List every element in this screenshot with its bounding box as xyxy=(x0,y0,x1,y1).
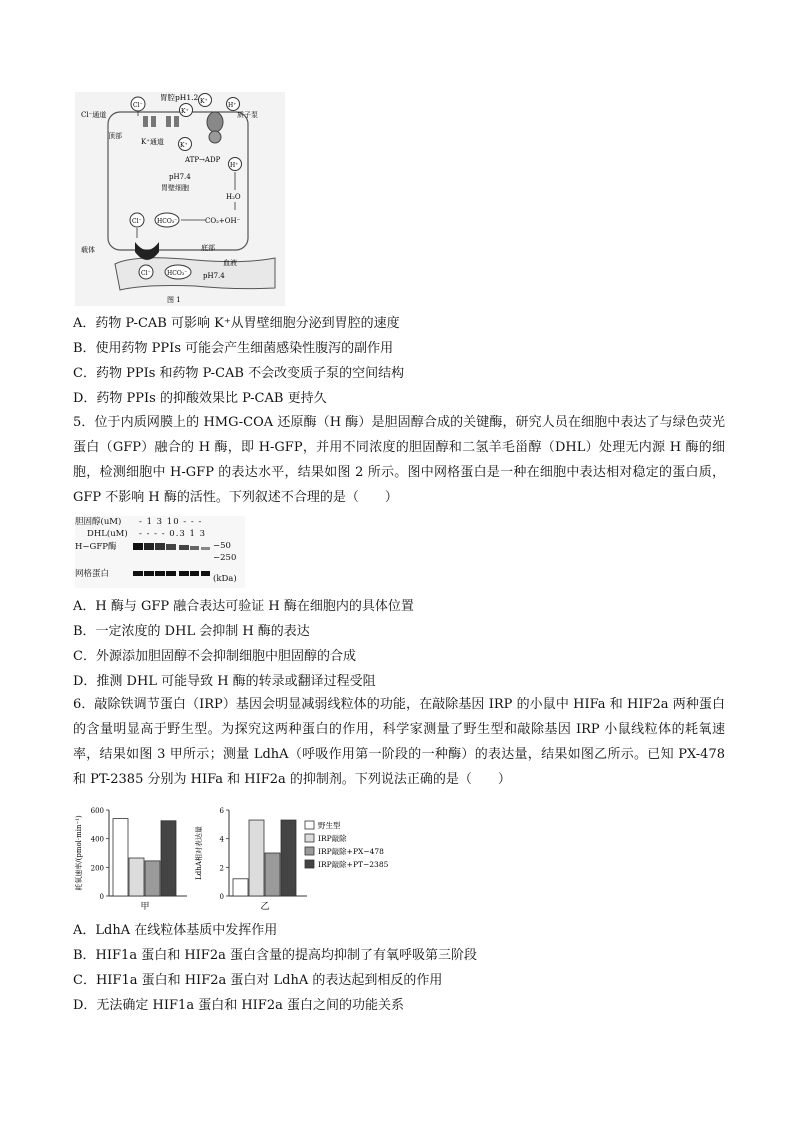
q5-stem: 5．位于内质网膜上的 HMG-COA 还原酶（H 酶）是胆固醇合成的关键酶，研究人员在细胞中表达了与绿色荧光蛋白（GFP）融合的 H 酶，即 H-GFP，并用不同浓度的胆固醇和二氢羊毛甾醇（DHL）处理无内源 H 酶的细胞，检测细胞中 H-GFP 的表达水平，结果如图 2 所示。图中网格蛋白是一种在细胞中表达相对稳定的蛋白质，GFP 不影响 H 酶的活性。下列叙述不合理的是（ ） xyxy=(73,415,725,505)
cl-channel-label: Cl⁻通道 xyxy=(81,111,107,119)
legend-label-1: IRP敲除 xyxy=(318,834,347,843)
bar-1-2 xyxy=(265,853,280,896)
q4-option-d: D．药物 PPIs 的抑酸效果比 P-CAB 更持久 xyxy=(73,391,327,406)
q5-option-d: D．推测 DHL 可能导致 H 酶的转录或翻译过程受阻 xyxy=(73,674,376,689)
figure-1-diagram xyxy=(75,92,285,306)
ion-h-lumen: H⁺ xyxy=(228,102,237,109)
k-channel-label: K⁺通道 xyxy=(141,138,164,146)
legend-swatch-0 xyxy=(305,821,314,829)
chart-title-1: 乙 xyxy=(260,902,270,912)
legend-swatch-2 xyxy=(305,847,314,855)
bar-1-0 xyxy=(233,879,248,896)
q4-option-a: A．药物 P-CAB 可影响 K⁺从胃壁细胞分泌到胃腔的速度 xyxy=(73,316,400,331)
legend-swatch-1 xyxy=(305,834,314,842)
legend-label-2: IRP敲除+PX−478 xyxy=(318,847,384,856)
ion-cl-cell: Cl⁻ xyxy=(132,218,142,225)
bar-0-2 xyxy=(145,861,160,896)
ion-k-lumen: K⁺ xyxy=(181,108,189,115)
legend-label-0: 野生型 xyxy=(318,821,341,830)
q6-option-c: C．HIF1a 蛋白和 HIF2a 蛋白对 LdhA 的表达起到相反的作用 xyxy=(73,973,443,988)
figure-3-charts xyxy=(73,802,403,914)
legend-swatch-3 xyxy=(305,860,314,868)
y-tick-label-0-3: 0 xyxy=(99,893,104,901)
blot-marker-250: −250 xyxy=(213,553,237,563)
y-tick-label-1-2: 2 xyxy=(219,864,224,873)
bar-0-0 xyxy=(113,819,128,896)
basal-label: 底部 xyxy=(201,244,215,252)
blot-row1-values: - 1 3 10 - - - xyxy=(139,517,203,527)
q6-option-b: B．HIF1a 蛋白和 HIF2a 蛋白含量的提高均抑制了有氧呼吸第三阶段 xyxy=(73,948,477,963)
legend-label-3: IRP敲除+PT−2385 xyxy=(318,860,389,869)
ion-h-cell: H⁺ xyxy=(230,162,239,169)
y-tick-label-1-1: 4 xyxy=(219,835,224,844)
q4-option-b: B．使用药物 PPIs 可能会产生细菌感染性腹泻的副作用 xyxy=(73,341,394,356)
blood-ph-label: pH7.4 xyxy=(203,272,225,280)
y-axis-label-0: 耗氧速率/(pmol·min⁻¹) xyxy=(75,815,83,891)
lumen-ph-label: 胃腔pH1.2 xyxy=(160,93,199,102)
ion-k-cell: K⁺ xyxy=(180,142,188,149)
blot-row2-label: DHL(uM) xyxy=(87,529,128,539)
atp-adp-label: ATP→ADP xyxy=(185,156,221,164)
y-tick-label-1-0: 6 xyxy=(219,807,224,815)
q6-option-d: D．无法确定 HIF1a 蛋白和 HIF2a 蛋白之间的功能关系 xyxy=(73,998,404,1013)
bar-0-3 xyxy=(161,821,176,896)
chart-title-0: 甲 xyxy=(140,902,150,912)
h2o-label: H₂O xyxy=(226,193,241,201)
apical-label: 顶部 xyxy=(108,132,122,140)
y-tick-label-0-0: 600 xyxy=(90,807,104,815)
proton-pump-label: 质子泵 xyxy=(237,111,258,119)
q4-option-c: C．药物 PPIs 和药物 P-CAB 不会改变质子泵的空间结构 xyxy=(73,366,405,381)
blot-row4-label: 网格蛋白 xyxy=(75,569,110,579)
co2-oh-label: CO₂+OH⁻ xyxy=(205,217,241,225)
q5-option-c: C．外源添加胆固醇不会抑制细胞中胆固醇的合成 xyxy=(73,649,356,664)
cell-ph-label: pH7.4 xyxy=(169,173,191,181)
y-tick-label-0-2: 200 xyxy=(90,864,104,873)
blot-row2-values: - - - - 0.3 1 3 xyxy=(139,529,207,539)
y-axis-label-1: LdhA相对表达量 xyxy=(195,826,203,880)
blot-marker-50: −50 xyxy=(213,541,231,551)
bar-1-3 xyxy=(281,820,296,896)
figure-1-caption: 图 1 xyxy=(167,296,181,304)
blot-bands xyxy=(131,540,213,580)
blot-unit: (kDa) xyxy=(213,574,237,584)
blot-row3-label: H−GFP酶 xyxy=(75,542,117,552)
q5-option-b: B．一定浓度的 DHL 会抑制 H 酶的表达 xyxy=(73,624,310,639)
carrier-label: 载体 xyxy=(81,246,95,254)
q6-option-a: A．LdhA 在线粒体基质中发挥作用 xyxy=(73,923,278,938)
cell-name-label: 胃壁细胞 xyxy=(161,184,189,192)
ion-hco3-blood: HCO₃⁻ xyxy=(167,270,188,277)
blood-label: 血液 xyxy=(223,259,237,267)
blot-row1-label: 胆固醇(uM) xyxy=(75,517,122,527)
ion-hco3-cell: HCO₃⁻ xyxy=(157,218,178,225)
y-tick-label-0-1: 400 xyxy=(90,835,104,844)
q5-option-a: A．H 酶与 GFP 融合表达可验证 H 酶在细胞内的具体位置 xyxy=(73,599,414,614)
bar-1-1 xyxy=(249,820,264,896)
ion-cl-blood: Cl⁻ xyxy=(141,270,151,277)
ion-cl-lumen: Cl⁻ xyxy=(133,102,143,109)
figure-2-blot xyxy=(75,516,245,588)
bar-0-1 xyxy=(129,858,144,896)
ion-k-lumen-2: K⁺ xyxy=(200,98,208,105)
q6-stem: 6．敲除铁调节蛋白（IRP）基因会明显减弱线粒体的功能，在敲除基因 IRP 的小鼠中 HIFa 和 HIF2a 两种蛋白的含量明显高于野生型。为探究这两种蛋白的作用，科学家测量了野生型和敲除基因 IRP 小鼠线粒体的耗氧速率，结果如图 3 甲所示；测量 LdhA（呼吸作用第一阶段的一种酶）的表达量，结果如图乙所示。已知 PX-478 和 PT-2385 分别为 HIFa 和 HIF2a 的抑制剂。下列说法正确的是（ ） xyxy=(73,697,725,787)
y-tick-label-1-3: 0 xyxy=(219,893,224,901)
